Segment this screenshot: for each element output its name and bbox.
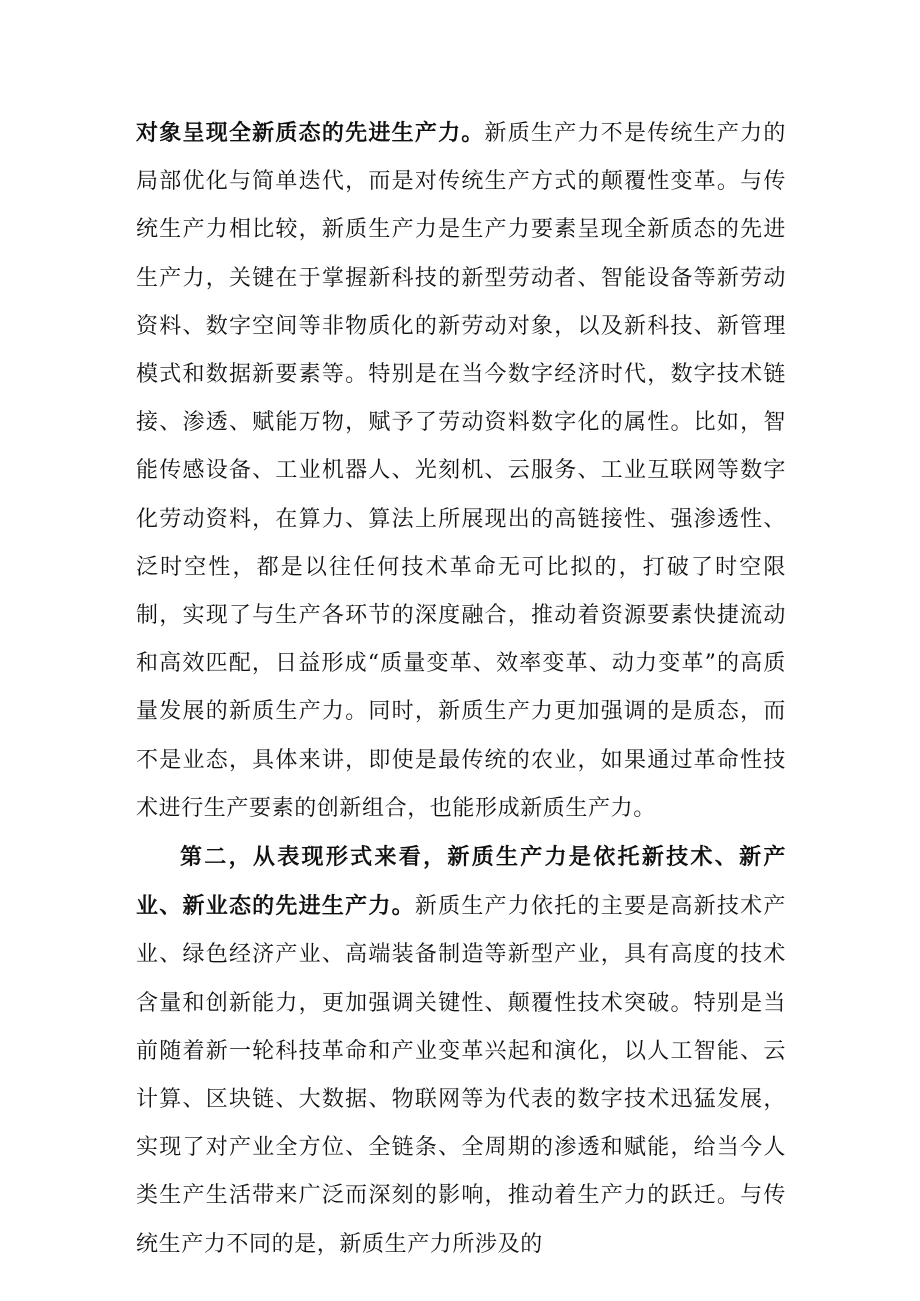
paragraph-2 (136, 833, 786, 1269)
paragraph-1-bold-lead: 对象呈现全新质态的先进生产力。 (136, 120, 485, 146)
paragraph-2-body: 新质生产力依托的主要是高新技术产业、绿色经济产业、高端装备制造等新型产业，具有高度的技术含量和创新能力，更加强调关键性、颠覆性技术突破。特别是当前随着新一轮科技革命和产业变革兴起和演化，以人工智能、云计算、区块链、大数据、物联网等为代表的数字技术迅猛发展，实现了对产业全方位、全链条、全周期的渗透和赋能，给当今人类生产生活带来广泛而深刻的影响，推动着生产力的跃迁。与传统生产力不同的是，新质生产力所涉及的 (136, 894, 786, 1257)
paragraph-1-body: 新质生产力不是传统生产力的局部优化与简单迭代，而是对传统生产方式的颠覆性变革。与传统生产力相比较，新质生产力是生产力要素呈现全新质态的先进生产力，关键在于掌握新科技的新型劳动者、智能设备等新劳动资料、数字空间等非物质化的新劳动对象，以及新科技、新管理模式和数据新要素等。特别是在当今数字经济时代，数字技术链接、渗透、赋能万物，赋予了劳动资料数字化的属性。比如，智能传感设备、工业机器人、光刻机、云服务、工业互联网等数字化劳动资料，在算力、算法上所展现出的高链接性、强渗透性、泛时空性，都是以往任何技术革命无可比拟的，打破了时空限制，实现了与生产各环节的深度融合，推动着资源要素快捷流动和高效匹配，日益形成“质量变革、效率变革、动力变革”的高质量发展的新质生产力。同时，新质生产力更加强调的是质态，而不是业态，具体来讲，即使是最传统的农业，如果通过革命性技术进行生产要素的创新组合，也能形成新质生产力。 (136, 121, 786, 821)
paragraph-1 (136, 109, 786, 833)
paragraph-2-bold-lead: 第二，从表现形式来看，新质生产力是依托新技术、新产业、新业态的先进生产力。 (136, 844, 786, 920)
document-body (136, 109, 786, 1269)
